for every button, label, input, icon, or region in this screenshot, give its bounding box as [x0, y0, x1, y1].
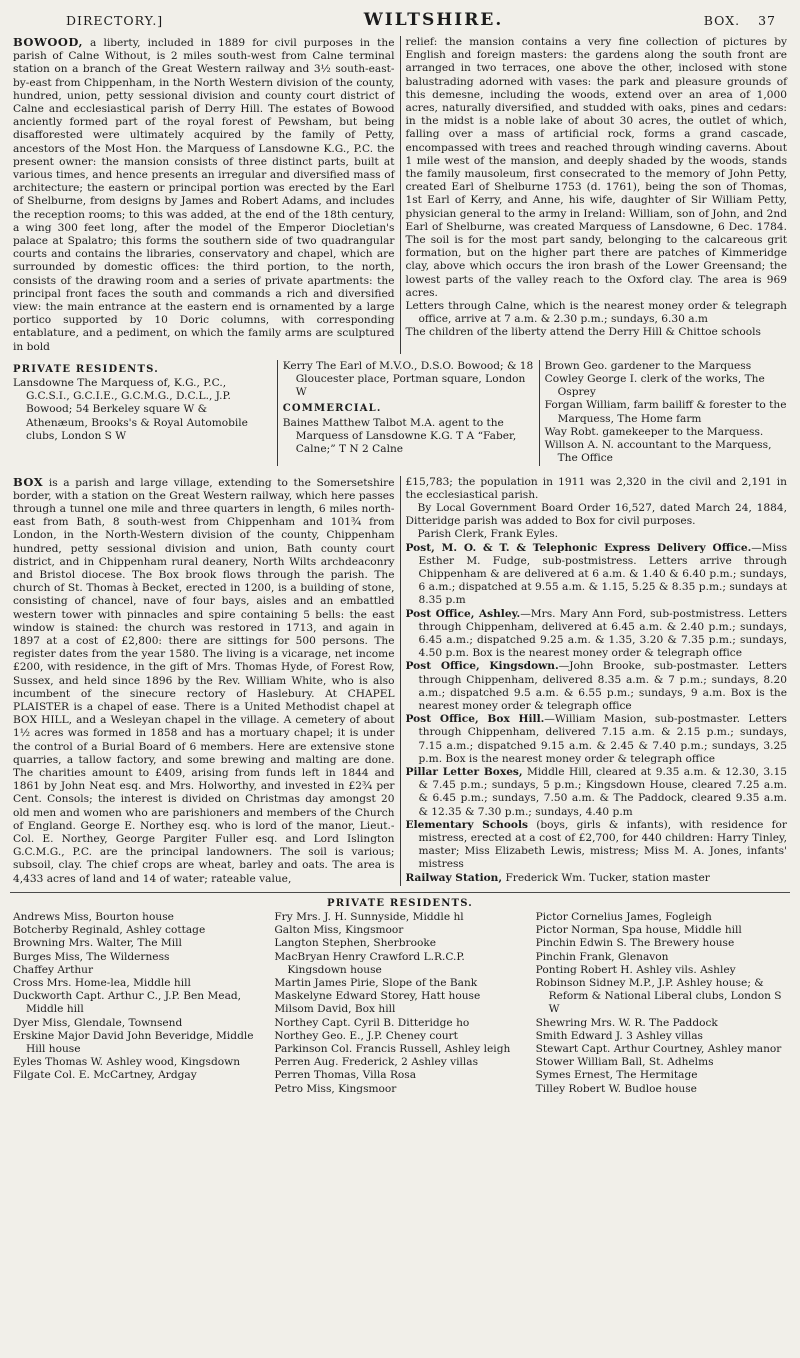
resident-entry: Ponting Robert H. Ashley vils. Ashley [535, 963, 736, 976]
resident-entry: MacBryan Henry Crawford L.R.C.P. Kingsdown house [274, 950, 465, 976]
bowood-lead-word: BOWOOD, [13, 35, 83, 49]
box-left-text: is a parish and large village, extending to the Somersetshire border, with a station on the Great Western railway, which here passes through a tunnel one mile and three quarters in length, 6 miles north-east from Bath, 8 south-west from Chippenham and 101¾ from London, in the North-Western division of the county, Chippenham hundred, petty sessional division and union, Bath county court district, and in Chippenham rural deanery, North Wilts archdeaconry and Bristol diocese. The Box brook flows through the parish. The church of St. Thomas à Becket, erected in 1200, is a building of stone, consisting of chancel, nave of four bays, aisles and an embattled western tower with pinnacles and spire containing 5 bells: the east window is stained: the church was restored in 1713, and again in 1897 at a cost of £2,800: there are sittings for 500 persons. The register dates from the year 1580. The living is a vicarage, net income £200, with residence, in the gift of Mrs. Thomas Hyde, of Forest Row, Sussex, and held since 1896 by the Rev. William White, who is also incumbent of the sinecure rectory of Haslebury. At CHAPEL PLAISTER is a chapel of ease. There is a United Methodist chapel at BOX HILL, and a Wesleyan chapel in the village. A cemetery of about 1½ acres was formed in 1858 and has a mortuary chapel; it is under the control of a Burial Board of 6 members. Here are extensive stone quarries, a tallow factory, and some brewing and malting are done. The charities amount to £409, arising from funds left in 1844 and 1861 by John Neat esq. and Mrs. Holworthy, and invested in £2¾ per Cent. Consols; the interest is divided on Christmas day amongst 20 old men and women who are parishioners and members of the Church of England. George E. Northey esq. who is lord of the manor, Lieut.-Col. E. Northey, George Pargiter Fuller esq. and Lord Islington G.C.M.G., P.C. are the principal landowners. The soil is various; subsoil, clay. The chief crops are wheat, barley and oats. The area is 4,433 acres of land and 14 of water; rateable value, [13, 476, 395, 885]
bowood-paragraph [13, 36, 395, 354]
resident-entry: Erskine Major David John Beveridge, Middle Hill house [13, 1029, 254, 1056]
resident-entry: Eyles Thomas W. Ashley wood, Kingsdown [13, 1056, 241, 1069]
box-board-order: By Local Government Board Order 16,527, dated March 24, 1884, Ditteridge parish was added to Box for civil purposes. [405, 501, 787, 528]
post-entry [406, 608, 788, 661]
commercial-entry-baines: Baines Matthew Talbot M.A. agent to the Marquess of Lansdowne K.G. T A “Faber, Calne;” T N 2 Calne [282, 416, 517, 456]
resident-entry: Brown Geo. gardener to the Marquess [544, 359, 752, 372]
header-place: BOX. [703, 13, 741, 28]
resident-entry: Cowley George I. clerk of the works, The Osprey [544, 373, 765, 399]
header-directory-label: DIRECTORY.] [66, 13, 164, 28]
box-right-column [400, 476, 793, 886]
resident-entry: Langton Stephen, Sherbrooke [274, 937, 437, 950]
commercial-heading: COMMERCIAL. [282, 403, 382, 415]
resident-entry-kerry: Kerry The Earl of M.V.O., D.S.O. Bowood; & 18 Gloucester place, Portman square, London W [282, 359, 534, 399]
resident-entry: Duckworth Capt. Arthur C., J.P. Ben Mead, Middle hill [13, 990, 242, 1016]
resident-entry: Smith Edward J. 3 Ashley villas [535, 1029, 703, 1042]
resident-entry: Northey Geo. E., J.P. Cheney court [274, 1029, 458, 1042]
box-lead-word: BOX [13, 474, 44, 489]
resident-entry: Shewring Mrs. W. R. The Paddock [535, 1016, 718, 1029]
post-entry-lead: Pillar Letter Boxes, [405, 765, 523, 778]
resident-entry: Forgan William, farm bailiff & forester to the Marquess, The Home farm [544, 399, 787, 425]
post-entry-lead: Post Office, Ashley. [405, 607, 521, 620]
residents-bottom-col2 [269, 911, 530, 1096]
resident-entry: Andrews Miss, Bourton house [13, 911, 174, 923]
resident-entry: Chaffey Arthur [13, 963, 94, 976]
resident-entry: Milsom David, Box hill [274, 1003, 396, 1016]
post-entry-text: Middle Hill, cleared at 9.35 a.m. & 12.30, 3.15 & 7.45 p.m.; sundays, 5 p.m.; Kingsdown House, cleared 7.25 a.m. & 6.45 p.m.; sundays, 7.50 a.m. & The Paddock, cleared 9.35 a.m. & 12.35 & 7.30 p.m.; sundays, 4.40 p.m [418, 765, 787, 818]
post-entry-text: —John Brooke, sub-postmaster. Letters through Chippenham, delivered 8.35 a.m. & 7 p.m.; sundays, 8.20 a.m.; dispatched 9.5 a.m. & 6.55 p.m.; sundays, 9 a.m. Box is the nearest money order & telegraph office [418, 660, 787, 712]
private-residents-top-section [6, 360, 794, 466]
resident-entry: Martin James Pirie, Slope of the Bank [274, 977, 478, 990]
residents-bottom-col1 [8, 911, 269, 1096]
residents-top-col1 [8, 360, 277, 466]
post-entry [406, 542, 788, 608]
resident-entry: Willson A. N. accountant to the Marquess, The Office [544, 439, 772, 465]
resident-entry: Petro Miss, Kingsmoor [274, 1082, 397, 1095]
resident-entry: Fry Mrs. J. H. Sunnyside, Middle hl [274, 911, 464, 923]
residents-bottom-col3 [531, 911, 792, 1096]
resident-entry: Stower William Ball, St. Adhelms [535, 1056, 714, 1069]
post-entry-text: Frederick Wm. Tucker, station master [502, 871, 710, 884]
post-entry-lead: Post Office, Kingsdown. [405, 660, 559, 673]
resident-entry: Burges Miss, The Wilderness [13, 950, 170, 963]
residents-top-col3 [539, 360, 792, 466]
resident-entry: Parkinson Col. Francis Russell, Ashley leigh [274, 1043, 511, 1056]
resident-entry: Browning Mrs. Walter, The Mill [13, 937, 182, 950]
box-continuation: £15,783; the population in 1911 was 2,320 in the civil and 2,191 in the ecclesiastical parish. [405, 475, 787, 501]
post-entry [406, 713, 788, 766]
bowood-letters-note: Letters through Calne, which is the nearest money order & telegraph office, arrive at 7 a.m. & 2.30 p.m.; sundays, 6.30 a.m [405, 300, 787, 326]
resident-entry: Maskelyne Edward Storey, Hatt house [274, 990, 481, 1003]
bowood-left-text: a liberty, included in 1889 for civil purposes in the parish of Calne Without, is 2 miles south-west from Calne terminal station on a branch of the Great Western railway and 3½ south-east-by-east from Chippenham, in the North Western division of the county, hundred, union, petty sessional division and county court district of Calne and ecclesiastical parish of Derry Hill. The estates of Bowood anciently formed part of the royal forest of Pewsham, but being disafforested were ultimately acquired by the family of Petty, ancestors of the Most Hon. the Marquess of Lansdowne K.G., P.C. the present owner: the mansion consists of three distinct parts, built at various times, and hence presents an irregular and diversified mass of architecture; the eastern or principal portion was erected by the Earl of Shelburne, from designs by James and Robert Adams, and includes the reception rooms; to this was added, at the end of the 18th century, a wing 300 feet long, after the model of the Emperor Diocletian's palace at Spalatro; this forms the southern side of two quadrangular courts and contains the libraries, conservatory and chapel, which are surrounded by domestic offices: the third portion, to the north, consists of the drawing room and a series of private apartments: the principal front faces the south and commands a rich and diversified view: the main entrance at the eastern end is ornamented by a large portico supported by 10 Doric columns, with corresponding entablature, and a pediment, on which the family arms are sculptured in bold [13, 37, 395, 353]
post-entry [406, 766, 788, 819]
private-residents-heading: PRIVATE RESIDENTS. [13, 363, 159, 375]
resident-entry: Northey Capt. Cyril B. Ditteridge ho [274, 1016, 470, 1029]
post-entry-lead: Railway Station, [405, 871, 503, 884]
box-left-column [8, 476, 400, 886]
post-entry-text: —William Masion, sub-postmaster. Letters through Chippenham, delivered 7.15 a.m. & 2.15 p.m.; sundays, 7.15 a.m.; dispatched 9.15 a.m. & 2.45 & 7.40 p.m.; sundays, 3.25 p.m. Box is the nearest money order & telegraph office [418, 713, 787, 765]
header-place-and-page [704, 13, 784, 28]
bowood-schools-note: The children of the liberty attend the Derry Hill & Chittoe schools [405, 326, 761, 339]
resident-entry: Way Robt. gamekeeper to the Marquess. [544, 425, 764, 438]
box-parish-clerk: Parish Clerk, Frank Eyles. [417, 528, 559, 541]
resident-entry: Tilley Robert W. Budloe house [535, 1082, 697, 1095]
post-entry [406, 819, 788, 872]
resident-entry-lansdowne: Lansdowne The Marquess of, K.G., P.C., G.C.S.I., G.C.I.E., G.C.M.G., D.C.L., J.P. Bowood; 54 Berkeley square W & Athenæum, Brooks's & Royal Automobile clubs, London S W [13, 377, 248, 442]
bowood-right-column [400, 36, 793, 354]
post-entry [406, 872, 788, 885]
resident-entry: Perren Aug. Frederick, 2 Ashley villas [274, 1056, 479, 1069]
post-entry-text: —Mrs. Mary Ann Ford, sub-postmistress. Letters through Chippenham, delivered at 6.45 a.m. & 2.40 p.m.; sundays, 6.45 a.m.; dispatched 9.25 a.m. & 1.35, 3.20 & 7.35 p.m.; sundays, 4.50 p.m. Box is the nearest money order & telegraph office [418, 607, 788, 660]
resident-entry: Pinchin Frank, Glenavon [535, 950, 669, 963]
post-entry-lead: Post, M. O. & T. & Telephonic Express Delivery Office. [405, 541, 752, 554]
resident-entry: Dyer Miss, Glendale, Townsend [13, 1016, 183, 1029]
post-entry [406, 660, 788, 713]
header-county-title: WILTSHIRE. [363, 10, 504, 30]
residents-top-col2 [277, 360, 539, 466]
resident-entry: Pictor Cornelius James, Fogleigh [535, 911, 712, 923]
bowood-left-column [8, 36, 400, 354]
resident-entry: Robinson Sidney M.P., J.P. Ashley house; & Reform & National Liberal clubs, London S W [535, 977, 782, 1016]
post-entry-text: (boys, girls & infants), with residence for mistress, erected at a cost of £2,700, for 440 children: Harry Tinley, master; Miss Elizabeth Lewis, mistress; Miss M. A. Jones, infants' mistress [418, 818, 787, 871]
box-paragraph [13, 476, 395, 886]
post-entry-lead: Post Office, Box Hill. [405, 713, 545, 726]
residents-bottom-columns [6, 911, 794, 1096]
resident-entry: Symes Ernest, The Hermitage [535, 1069, 698, 1082]
resident-entry: Galton Miss, Kingsmoor [274, 924, 404, 937]
bowood-section [6, 36, 794, 354]
private-residents-bottom-heading: PRIVATE RESIDENTS. [327, 897, 473, 909]
resident-entry: Botcherby Reginald, Ashley cottage [13, 924, 206, 937]
box-section [6, 476, 794, 886]
resident-entry: Pinchin Edwin S. The Brewery house [535, 937, 735, 950]
resident-entry: Stewart Capt. Arthur Courtney, Ashley manor [535, 1043, 782, 1056]
post-entry-lead: Elementary Schools [405, 818, 528, 831]
bowood-continuation: relief: the mansion contains a very fine collection of pictures by English and foreign masters: the gardens along the south front are arranged in two terraces, one above the other, inclosed with stone balustrading adorned with vases: the park and pleasure grounds of this demesne, including the woods, extend over an area of 1,000 acres, naturally diversified, and studded with oaks, pines and cedars: in the midst is a noble lake of about 30 acres, the outlet of which, falling over a mass of artificial rock, forms a grand cascade, encompassed with trees and reached through winding caverns. About 1 mile west of the mansion, and deeply shaded by the woods, stands the family mausoleum, first consecrated to the memory of John Petty, created Earl of Shelburne 1753 (d. 1761), being the son of Thomas, 1st Earl of Kerry, and Anne, his wife, daughter of Sir William Petty, physician general to the army in Ireland: William, son of John, and 2nd Earl of Shelburne, was created Marquess of Lansdowne, 6 Dec. 1784. The soil is for the most part sandy, belonging to the calcareous grit formation, but on the higher part there are patches of Kimmeridge clay, above which occurs the iron brash of the Lower Greensand; the lowest parts of the valley reach to the Oxford clay. The area is 969 acres. [405, 36, 787, 299]
page-header [6, 8, 794, 36]
post-entry-text: —Miss Esther M. Fudge, sub-postmistress. Letters arrive through Chippenham & are delivered at 6 a.m. & 1.40 & 6.40 p.m.; sundays, 6 a.m.; dispatched at 9.55 a.m. & 1.15, 5.25 & 8.35 p.m.; sundays at 8.35 p.m [418, 541, 787, 607]
section-divider-rule [10, 892, 790, 893]
resident-entry: Filgate Col. E. McCartney, Ardgay [13, 1069, 197, 1082]
page-number: 37 [758, 13, 776, 28]
private-residents-bottom-section [6, 897, 794, 1096]
section-gap [6, 466, 794, 476]
resident-entry: Perren Thomas, Villa Rosa [274, 1069, 417, 1082]
resident-entry: Pictor Norman, Spa house, Middle hill [535, 924, 742, 937]
resident-entry: Cross Mrs. Home-lea, Middle hill [13, 977, 191, 990]
